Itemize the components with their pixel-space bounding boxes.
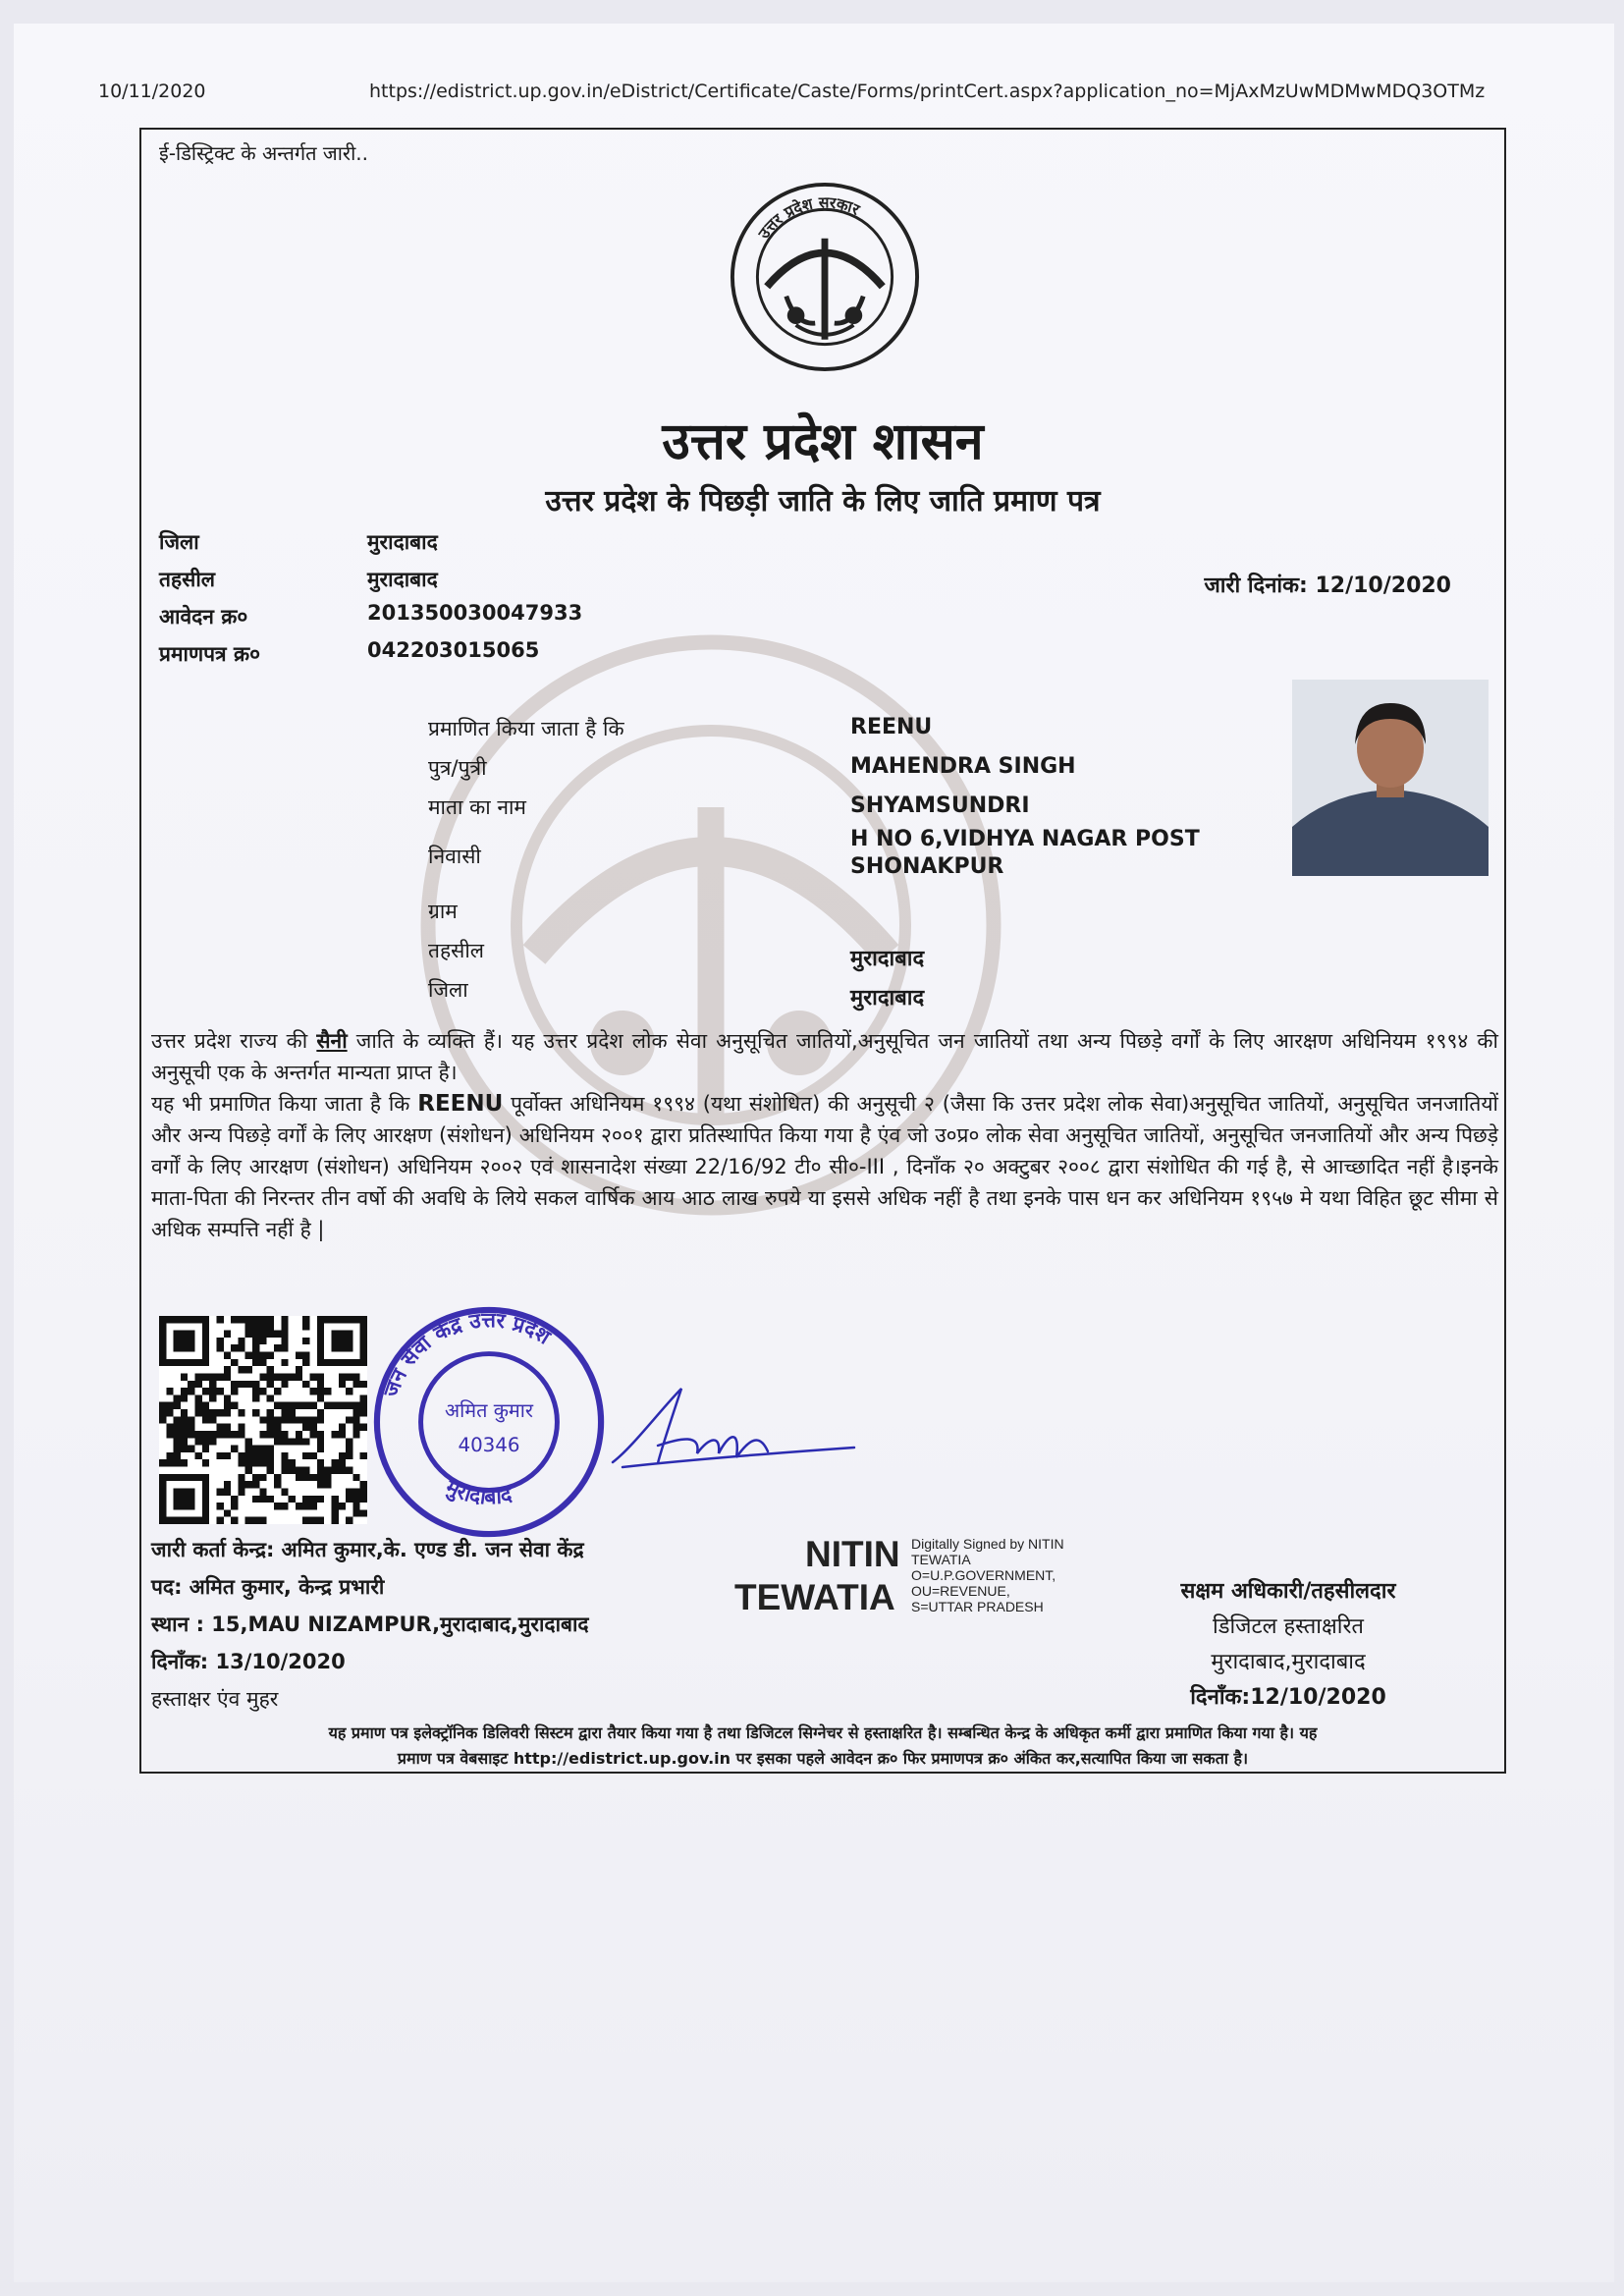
meta-district-value: मुरादाबाद (367, 530, 438, 554)
issue-date: जारी दिनांक: 12/10/2020 (1204, 574, 1451, 598)
officer-signed: डिजिटल हस्ताक्षरित (1213, 1614, 1364, 1639)
digital-sig-line-2: TEWATIA (911, 1552, 971, 1567)
qr-code (159, 1316, 367, 1524)
field-village-label: ग्राम (428, 900, 458, 923)
issuer-sign-label: हस्ताक्षर एंव मुहर (151, 1687, 279, 1711)
meta-certificate-value: 042203015065 (367, 638, 540, 662)
digital-sig-line-3: O=U.P.GOVERNMENT, (911, 1567, 1056, 1583)
field-mother-label: माता का नाम (428, 795, 526, 819)
body-p1-rest: जाति के व्यक्ति हैं। यह उत्तर प्रदेश लोक सेवा अनुसूचित जातियों,अनुसूचित जन जातियों तथा अन्य पिछड़े वर्गों के लिए आरक्षण अधिनियम १९९४ की अनुसूची एक के अन्तर्गत मान्यता प्राप्त है। (151, 1029, 1498, 1084)
field-tehsil-value: मुरादाबाद (850, 947, 925, 971)
meta-tehsil-label: तहसील (159, 568, 215, 591)
field-certified-label: प्रमाणित किया जाता है कि (428, 717, 624, 740)
body-p2-start: यह भी प्रमाणित किया जाता है कि (151, 1092, 418, 1116)
handwritten-signature (603, 1369, 858, 1477)
issuer-date: दिनाँक: 13/10/2020 (151, 1650, 346, 1673)
field-district-value: मुरादाबाद (850, 986, 925, 1011)
issuer-place: स्थान : 15,MAU NIZAMPUR,मुरादाबाद,मुरादाबाद (151, 1613, 589, 1636)
seal-code: 40346 (458, 1433, 520, 1456)
digital-signer-first-name: NITIN (805, 1534, 900, 1574)
body-paragraph-2 (151, 1088, 1498, 1245)
up-government-emblem-icon (729, 181, 921, 373)
body-paragraph-1 (151, 1025, 1498, 1088)
body-p1-start: उत्तर प्रदेश राज्य की (151, 1029, 317, 1053)
field-parent-label: पुत्र/पुत्री (428, 756, 487, 780)
digital-sig-line-4: OU=REVENUE, (911, 1583, 1010, 1599)
svg-text:जन सेवा केंद्र उत्तर प्रदेश: जन सेवा केंद्र उत्तर प्रदेश (378, 1307, 556, 1400)
meta-application-label: आवेदन क्र० (159, 605, 248, 629)
issuer-post: पद: अमित कुमार, केन्द्र प्रभारी (151, 1575, 385, 1599)
certificate-title: उत्तर प्रदेश शासन (662, 411, 984, 471)
issued-under-note: ई-डिस्ट्रिक्ट के अन्तर्गत जारी.. (159, 141, 368, 165)
footer-line-2: प्रमाण पत्र वेबसाइट http://edistrict.up.gov.in पर इसका पहले आवेदन क्र० फिर प्रमाणपत्र क्र० अंकित कर,सत्यापित किया जा सकता है। (397, 1749, 1249, 1768)
field-parent-value: MAHENDRA SINGH (850, 754, 1076, 779)
officer-location: मुरादाबाद,मुरादाबाद (1211, 1650, 1366, 1674)
applicant-name-inline: REENU (417, 1091, 504, 1117)
field-certified-value: REENU (850, 715, 933, 739)
digital-sig-line-5: S=UTTAR PRADESH (911, 1599, 1044, 1614)
body-p2-rest: पूर्वोक्त अधिनियम १९९४ (यथा संशोधित) की अनुसूची २ (जैसा कि उत्तर प्रदेश लोक सेवा)अनुसूचित जातियों, अनुसूचित जनजातियों और अन्य पिछड़े वर्गों के लिए आरक्षण (संशोधन) अधिनियम २००१ द्वारा प्रतिस्थापित किया गया है एंव जो उ०प्र० लोक सेवा अनुसूचित जातियों, अनुसूचित जनजातियों और अन्य पिछड़े वर्गों के लिए आरक्षण (संशोधन) अधिनियम २००२ एवं शासनादेश संख्या 22/16/92 टी० सी०-III , दिनाँक २० अक्टुबर २००८ द्वारा संशोधित की गई है, से आच्छादित नहीं है।इनके माता-पिता की निरन्तर तीन वर्षो की अवधि के लिये सकल वार्षिक आय आठ लाख रुपये या इससे अधिक नहीं है तथा इनके पास धन कर अधिनियम १९५७ मे यथा विहित छूट सीमा से अधिक सम्पत्ति नहीं है | (151, 1092, 1498, 1241)
certificate-frame (139, 128, 1506, 1774)
print-date: 10/11/2020 (98, 81, 206, 102)
digital-sig-line-1: Digitally Signed by NITIN (911, 1536, 1064, 1552)
applicant-photo (1292, 680, 1489, 876)
officer-date: दिनाँक:12/10/2020 (1190, 1685, 1386, 1710)
field-resident-value-1: H NO 6,VIDHYA NAGAR POST (850, 827, 1200, 851)
field-resident-label: निवासी (428, 845, 481, 868)
officer-designation: सक्षम अधिकारी/तहसीलदार (1180, 1579, 1396, 1604)
print-url: https://edistrict.up.gov.in/eDistrict/Certificate/Caste/Forms/printCert.aspx?application_no=MjAxMzUwMDMwMDQ3OTMz (369, 81, 1486, 102)
field-district-label: जिला (428, 978, 468, 1002)
center-seal-stamp (367, 1300, 611, 1544)
meta-application-value: 201350030047933 (367, 601, 583, 625)
svg-text:मुरादाबाद: मुरादाबाद (442, 1474, 514, 1509)
document-page (14, 24, 1614, 2282)
footer-line-1: यह प्रमाण पत्र इलेक्ट्रॉनिक डिलिवरी सिस्टम द्वारा तैयार किया गया है तथा डिजिटल सिग्नेचर से हस्ताक्षरित है। सम्बन्धित केन्द्र के अधिकृत कर्मी द्वारा प्रमाणित किया गया है। यह (328, 1723, 1318, 1742)
seal-name: अमित कुमार (444, 1399, 534, 1423)
meta-certificate-label: प्रमाणपत्र क्र० (159, 642, 261, 666)
field-mother-value: SHYAMSUNDRI (850, 793, 1030, 818)
meta-district-label: जिला (159, 530, 199, 554)
field-resident-value-2: SHONAKPUR (850, 854, 1004, 879)
digital-signer-last-name: TEWATIA (734, 1577, 895, 1617)
meta-tehsil-value: मुरादाबाद (367, 568, 438, 591)
svg-text:उत्तर प्रदेश सरकार: उत्तर प्रदेश सरकार (754, 192, 863, 243)
digital-signature-details (911, 1536, 1064, 1614)
certificate-body (151, 1025, 1498, 1245)
issuer-center: जारी कर्ता केन्द्र: अमित कुमार,के. एण्ड डी. जन सेवा केंद्र (151, 1538, 584, 1561)
footer-note (141, 1721, 1504, 1772)
certificate-subtitle: उत्तर प्रदेश के पिछड़ी जाति के लिए जाति प्रमाण पत्र (545, 484, 1101, 519)
caste-name: सैनी (316, 1029, 348, 1053)
field-tehsil-label: तहसील (428, 939, 484, 962)
